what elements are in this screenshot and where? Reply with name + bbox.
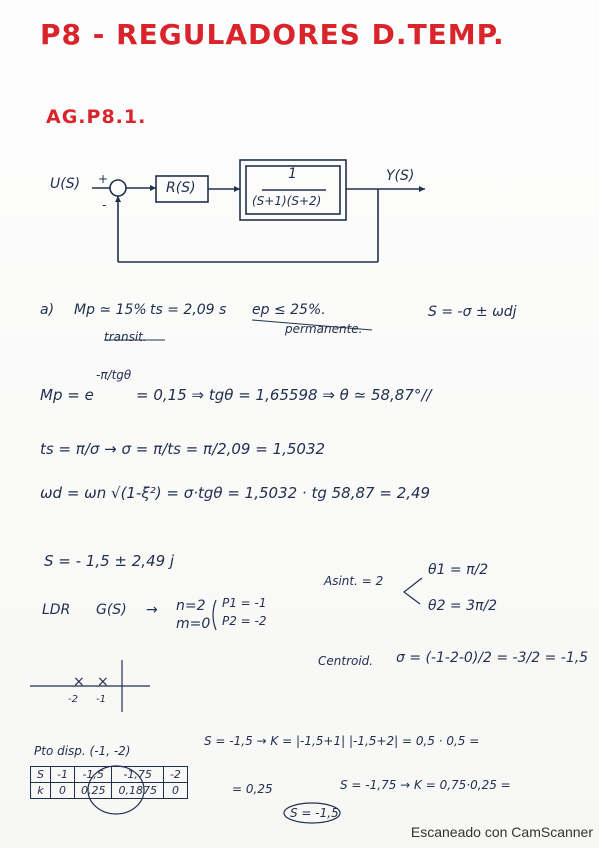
wd-equation: ωd = ωn √(1-ξ²) = σ·tgθ = 1,5032 · tg 58,87 = 2,49 (40, 484, 431, 502)
centroid-equation: σ = (-1-2-0)/2 = -3/2 = -1,5 (396, 650, 589, 666)
camscanner-watermark: Escaneado con CamScanner (410, 824, 593, 840)
table-cell: -1,75 (112, 767, 164, 783)
summing-junction (110, 180, 126, 196)
pto-disp-label: Pto disp. (-1, -2) (34, 744, 131, 758)
controller-label: R(S) (166, 180, 196, 196)
arrow-head-controller (150, 185, 156, 191)
mp-exponent: -π/tgθ (96, 368, 132, 382)
plant-denominator: (S+1)(S+2) (252, 194, 322, 208)
table-cell: k (31, 783, 51, 799)
transit-label: transit. (104, 330, 147, 344)
ldr-g: G(S) (96, 602, 127, 618)
theta1: θ1 = π/2 (428, 562, 489, 578)
ldr-p1: P1 = -1 (222, 596, 267, 610)
minus-sign: - (102, 198, 107, 212)
table-cell: -1,5 (74, 767, 112, 783)
ldr-label: LDR (42, 602, 71, 618)
section-heading: AG.P8.1. (46, 106, 147, 128)
mp-equation-lhs: Mp = e (40, 386, 94, 404)
k-equation-2: S = -1,75 → K = 0,75·0,25 = (340, 778, 511, 792)
part-a-label: a) (40, 302, 55, 318)
ldr-arrow: → (146, 602, 158, 618)
output-label: Y(S) (386, 168, 415, 184)
table-cell: S (31, 767, 51, 783)
ep-spec: ep ≤ 25%. (252, 302, 326, 318)
table-cell: 0 (50, 783, 74, 799)
ldr-m: m=0 (176, 616, 211, 632)
table-row-k (31, 783, 188, 799)
ldr-brace (213, 600, 216, 630)
input-label: U(S) (50, 176, 81, 192)
ts-spec: ts = 2,09 s (150, 302, 227, 318)
plant-numerator: 1 (288, 166, 297, 182)
table-row-s (31, 767, 188, 783)
k-result-1: = 0,25 (232, 782, 273, 796)
s-form: S = -σ ± ωdj (428, 304, 517, 320)
table-cell: 0,25 (74, 783, 112, 799)
table-cell: -1 (50, 767, 74, 783)
ts-equation: ts = π/σ → σ = π/ts = π/2,09 = 1,5032 (40, 440, 326, 458)
centroid-label: Centroid. (318, 654, 374, 668)
theta2: θ2 = 3π/2 (428, 598, 498, 614)
table-cell: 0 (163, 783, 187, 799)
table-cell: 0,1875 (112, 783, 164, 799)
s-circled: S = -1,5 (290, 806, 339, 820)
asint-brace (404, 578, 422, 604)
axis-tick-b: -1 (96, 694, 106, 705)
ldr-p2: P2 = -2 (222, 614, 267, 628)
asint-label: Asint. = 2 (324, 574, 384, 588)
pto-disp-table (30, 766, 188, 799)
arrow-head-feedback (115, 196, 121, 202)
pole-marker-2: × (97, 674, 109, 690)
table-cell: -2 (163, 767, 187, 783)
pole-marker-1: × (73, 674, 85, 690)
ldr-n: n=2 (176, 598, 206, 614)
mp-equation-rhs: = 0,15 ⇒ tgθ = 1,65598 ⇒ θ ≃ 58,87°// (136, 386, 432, 404)
permanente-label: permanente. (285, 322, 363, 336)
arrow-head-plant (234, 186, 240, 192)
mp-spec: Mp ≃ 15% (74, 302, 147, 318)
page-title: P8 - REGULADORES D.TEMP. (40, 18, 505, 51)
arrow-head-output (419, 186, 425, 192)
plus-sign: + (98, 172, 109, 186)
s-result: S = - 1,5 ± 2,49 j (44, 552, 175, 570)
axis-tick-a: -2 (68, 694, 78, 705)
k-equation-1: S = -1,5 → K = |-1,5+1| |-1,5+2| = 0,5 · 0,5 = (204, 734, 480, 748)
